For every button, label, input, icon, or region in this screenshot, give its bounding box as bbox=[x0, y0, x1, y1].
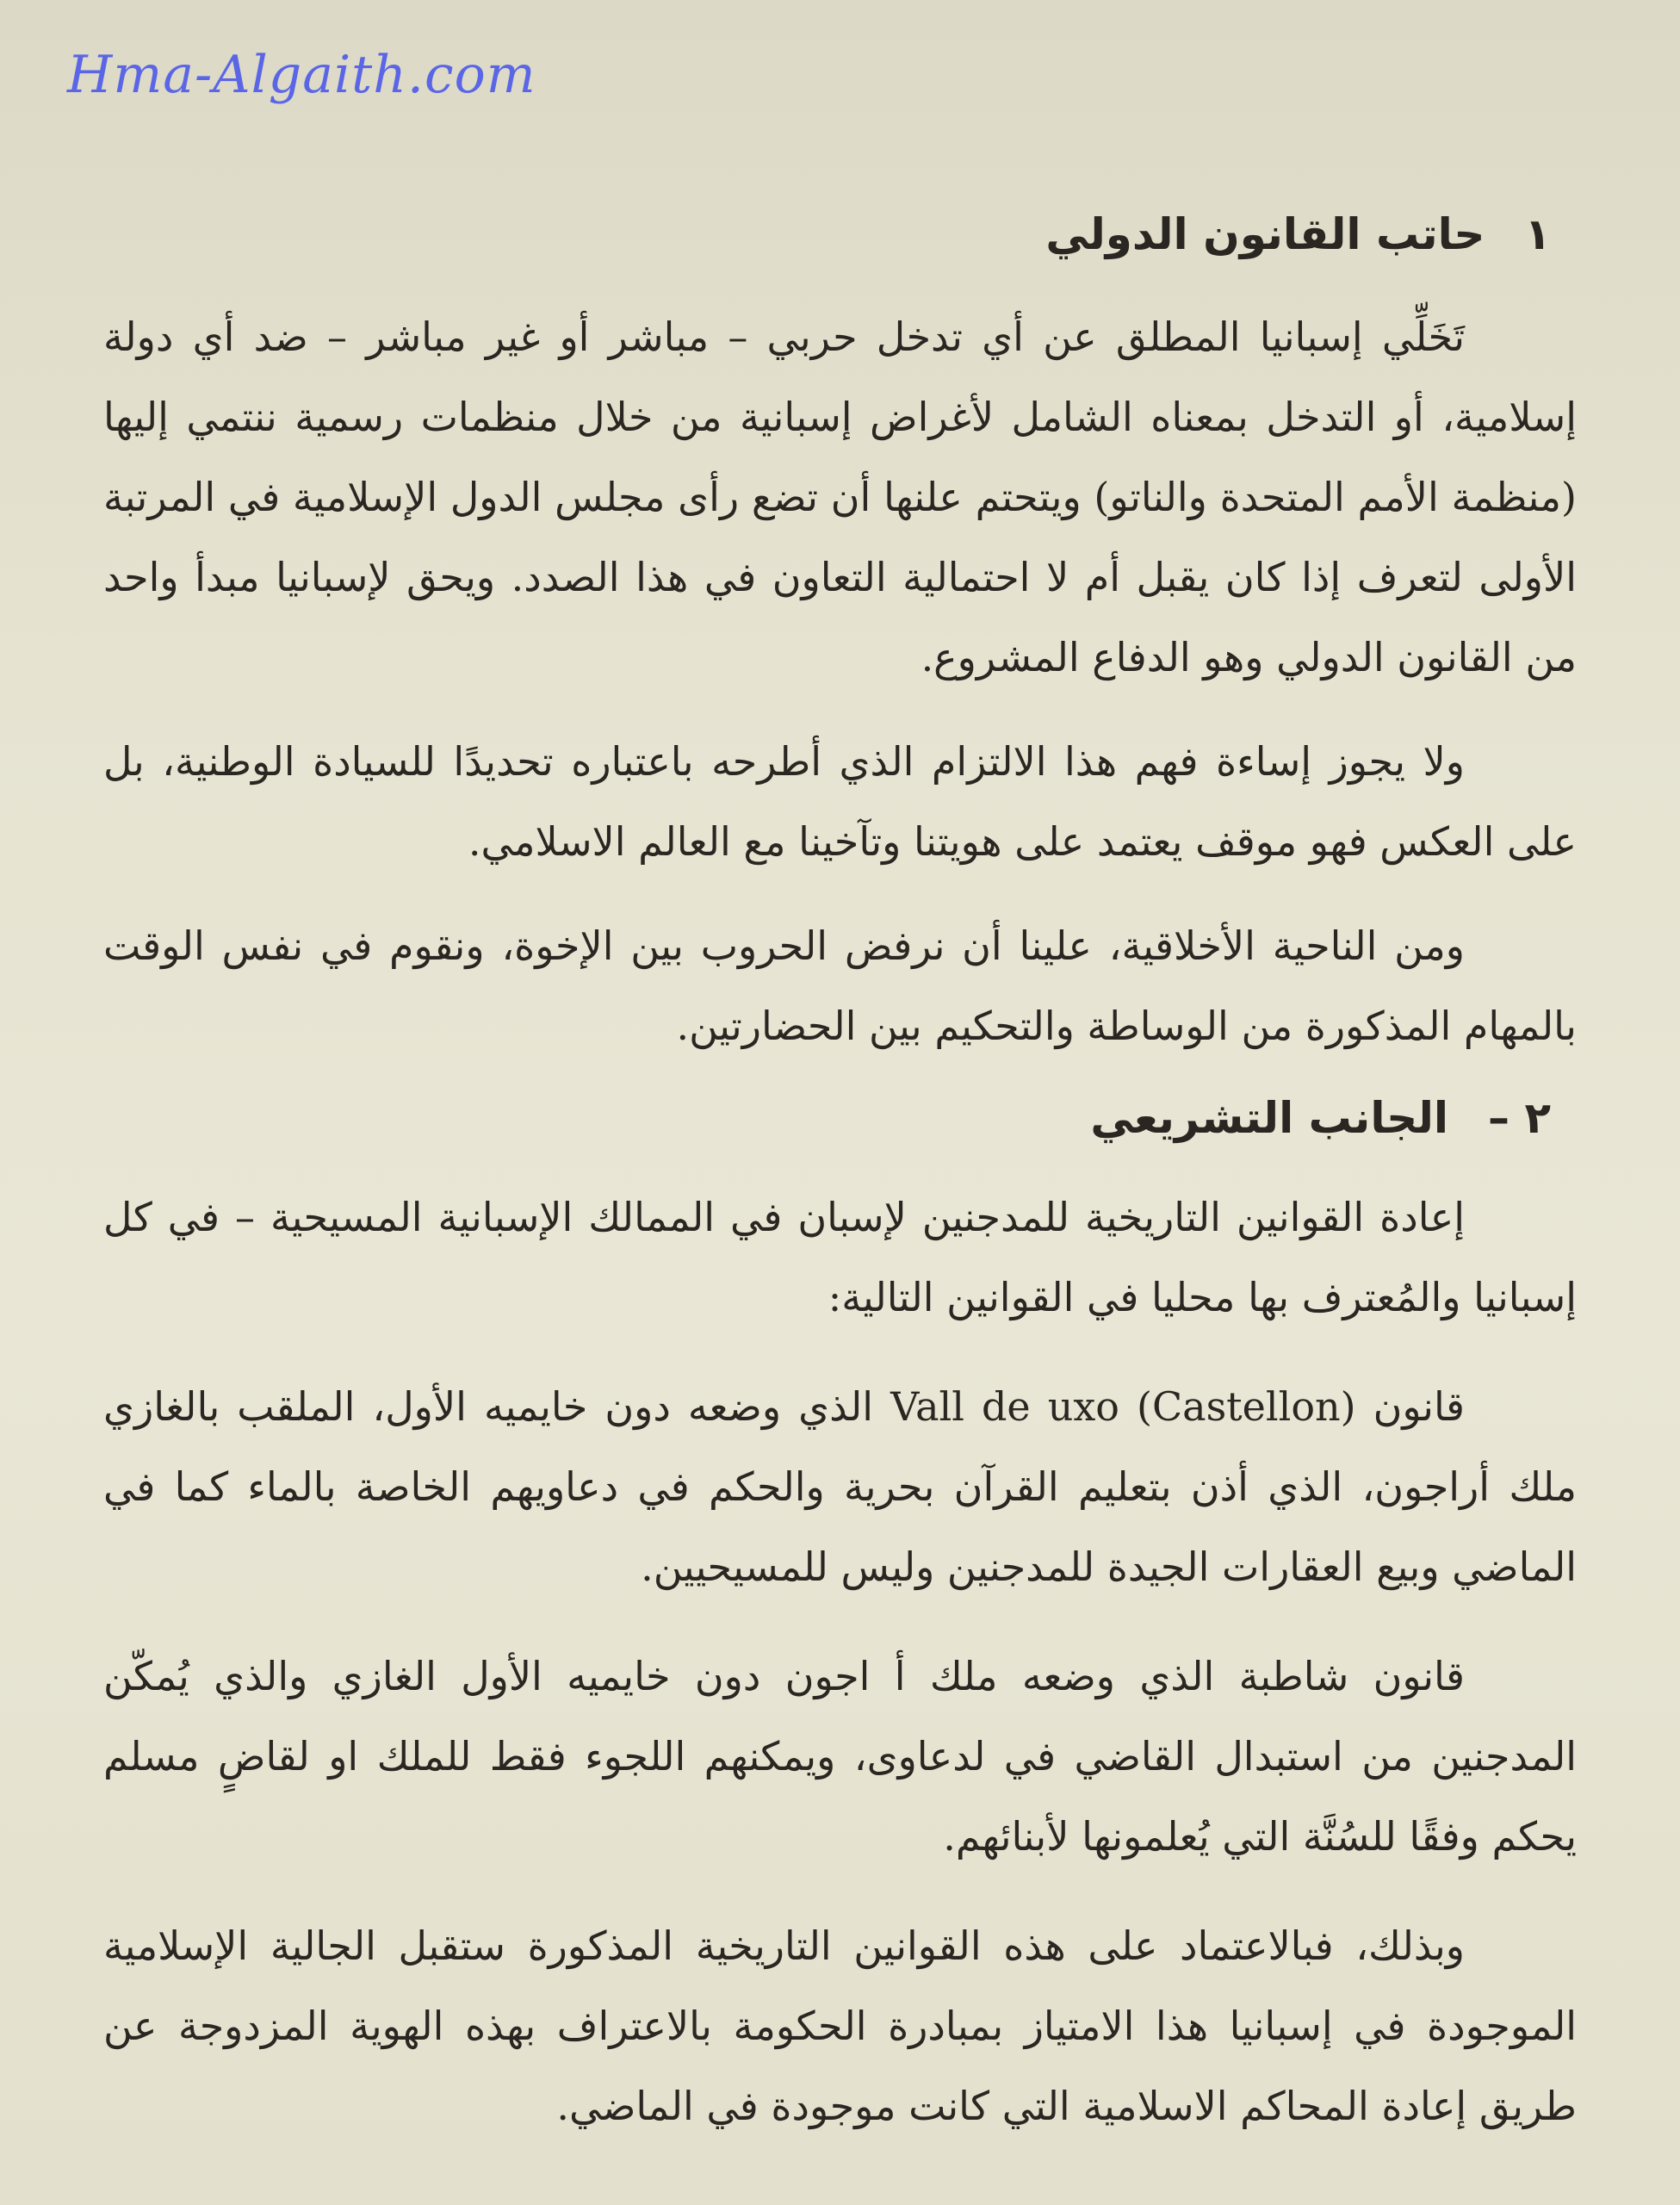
section-1-paragraph-1: تَخَلِّي إسبانيا المطلق عن أي تدخل حربي – مباشر أو غير مباشر – ضد أي دولة إسلامية، أو التدخل بمعناه الشامل لأغراض إسبانية من خلال منظمات رسمية ننتمي إليها (منظمة الأمم المتحدة والناتو) ويتحتم علنها أن تضع رأى مجلس الدول الإسلامية في المرتبة الأولى لتعرف إذا كان يقبل أم لا احتمالية التعاون في هذا الصدد. ويحق لإسبانيا مبدأ واحد من القانون الدولي وهو الدفاع المشروع. bbox=[103, 314, 1577, 680]
section-2-paragraph-2: قانون Vall de uxo (Castellon) الذي وضعه دون خايميه الأول، الملقب بالغازي ملك أراجون، الذي أذن بتعليم القرآن بحرية والحكم في دعاويهم الخاصة بالماء كما في الماضي وبيع العقارات الجيدة للمدجنين وليس للمسيحيين. bbox=[103, 1383, 1577, 1590]
section-1-number: ١ bbox=[1524, 209, 1551, 259]
section-1-title: حاتب القانون الدولي bbox=[1045, 209, 1485, 259]
section-1-paragraph-3: ومن الناحية الأخلاقية، علينا أن نرفض الحروب بين الإخوة، ونقوم في نفس الوقت بالمهام المذكورة من الوساطة والتحكيم بين الحضارتين. bbox=[103, 922, 1577, 1049]
section-1-heading bbox=[103, 207, 1551, 263]
section-2-title: الجانب التشريعي bbox=[1090, 1093, 1449, 1143]
section-2-paragraph-4: وبذلك، فبالاعتماد على هذه القوانين التاريخية المذكورة ستقبل الجالية الإسلامية الموجودة في إسبانيا هذا الامتياز بمبادرة الحكومة بالاعتراف بهذه الهوية المزدوجة عن طريق إعادة المحاكم الاسلامية التي كانت موجودة في الماضي. bbox=[103, 1922, 1577, 2129]
document-body bbox=[103, 207, 1577, 2176]
section-2-heading bbox=[103, 1090, 1551, 1146]
watermark-url: Hma-Algaith.com bbox=[67, 45, 536, 105]
section-2-paragraph-1: إعادة القوانين التاريخية للمدجنين لإسبان في الممالك الإسبانية المسيحية – في كل إسبانيا والمُعترف بها محليا في القوانين التالية: bbox=[103, 1194, 1577, 1320]
section-2-paragraph-3: قانون شاطبة الذي وضعه ملك أ اجون دون خايميه الأول الغازي والذي يُمكّن المدجنين من استبدال القاضي في لدعاوى، ويمكنهم اللجوء فقط للملك او لقاضٍ مسلم يحكم وفقًا للسُنَّة التي يُعلمونها لأبنائهم. bbox=[103, 1653, 1577, 1860]
section-1-paragraph-2: ولا يجوز إساءة فهم هذا الالتزام الذي أطرحه باعتباره تحديدًا للسيادة الوطنية، بل على العكس فهو موقف يعتمد على هويتنا وتآخينا مع العالم الاسلامي. bbox=[103, 738, 1577, 865]
section-2-number: ٢ – bbox=[1488, 1093, 1551, 1143]
